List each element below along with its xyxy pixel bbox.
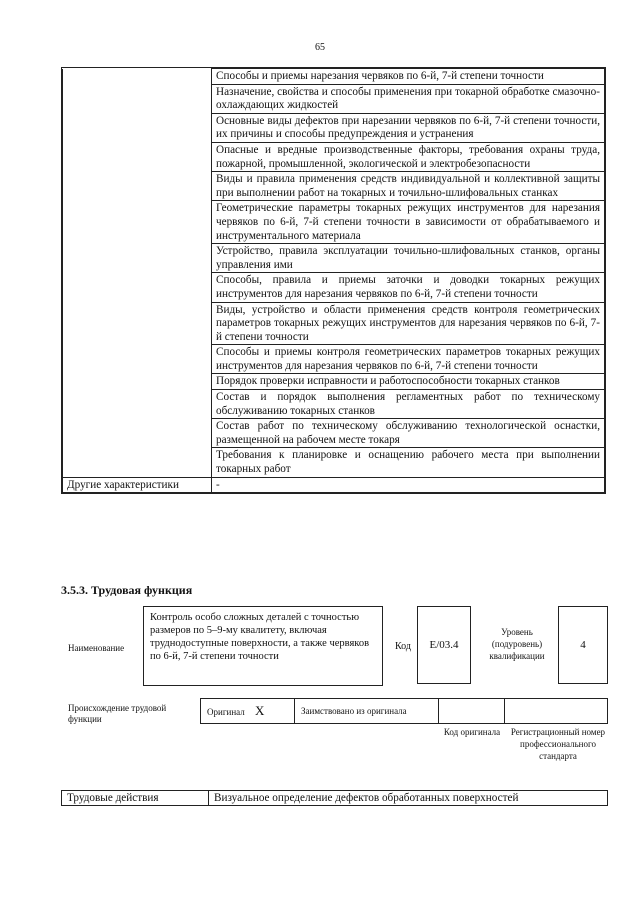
table-row bbox=[63, 448, 605, 477]
table-cell: Основные виды дефектов при нарезании червяков по 6-й, 7-й степени точности, их причины и способы предупреждения и устранения bbox=[212, 113, 605, 142]
table-cell: Виды, устройство и области применения средств контроля геометрических параметров токарных режущих инструментов для нарезания червяков по 6-й, 7-й степени точности bbox=[212, 302, 605, 345]
table-left-cell bbox=[63, 201, 212, 244]
table-cell: Виды и правила применения средств индивидуальной и коллективной защиты при выполнении работ на токарных и точильно-шлифовальных станках bbox=[212, 172, 605, 201]
reg-number-caption: Регистрационный номер профессионального стандарта bbox=[510, 727, 606, 761]
table-cell: Опасные и вредные производственные факторы, требования охраны труда, пожарной, промышленной, экологической и электробезопасности bbox=[212, 142, 605, 171]
actions-label: Трудовые действия bbox=[62, 791, 209, 805]
table-cell: Состав работ по техническому обслуживанию технологической оснастки, размещенной на рабочем месте токаря bbox=[212, 419, 605, 448]
table-cell: Геометрические параметры токарных режущих инструментов для нарезания червяков по 6-й, 7-й степени точности в зависимости от обрабатываемого и инструментального материала bbox=[212, 201, 605, 244]
actions-value: Визуальное определение дефектов обработанных поверхностей bbox=[214, 792, 519, 804]
original-cell bbox=[201, 699, 295, 723]
level-label: Уровень (подуровень) квалификации bbox=[489, 627, 545, 661]
table-left-cell bbox=[63, 172, 212, 201]
table-cell: Назначение, свойства и способы применения при токарной обработке смазочно-охлаждающих жидкостей bbox=[212, 84, 605, 113]
table-left-cell bbox=[63, 345, 212, 374]
table-row bbox=[63, 273, 605, 302]
table-cell: Способы, правила и приемы заточки и доводки токарных режущих инструментов для нарезания червяков по 6-й, 7-й степени точности bbox=[212, 273, 605, 302]
code-original-cell bbox=[439, 699, 505, 723]
other-value: - bbox=[212, 477, 605, 493]
origin-label: Происхождение трудовой функции bbox=[68, 703, 167, 724]
table-left-cell bbox=[63, 84, 212, 113]
table-row bbox=[63, 84, 605, 113]
table-left-cell bbox=[63, 448, 212, 477]
table-row bbox=[63, 113, 605, 142]
table-row bbox=[63, 201, 605, 244]
code-label: Код bbox=[395, 641, 411, 652]
table-cell: Порядок проверки исправности и работоспособности токарных станков bbox=[212, 374, 605, 390]
table-row bbox=[63, 244, 605, 273]
function-name-box: Контроль особо сложных деталей с точностью размеров по 5–9-му квалитету, включая труднодоступные поверхности, а также червяков по 6-й, 7-й степени точности bbox=[143, 606, 383, 686]
table-left-cell bbox=[63, 374, 212, 390]
table-cell: Устройство, правила эксплуатации точильно-шлифовальных станков, органы управления ими bbox=[212, 244, 605, 273]
table-left-cell bbox=[63, 302, 212, 345]
table-left-cell bbox=[63, 113, 212, 142]
other-row bbox=[63, 477, 605, 493]
table-row bbox=[63, 69, 605, 85]
table-row bbox=[63, 142, 605, 171]
table-row bbox=[63, 419, 605, 448]
table-left-cell bbox=[63, 390, 212, 419]
table-row bbox=[63, 302, 605, 345]
table-left-cell bbox=[63, 142, 212, 171]
code-original-caption: Код оригинала bbox=[443, 727, 501, 737]
reg-number-cell bbox=[505, 699, 607, 723]
table-row bbox=[63, 390, 605, 419]
level-box: 4 bbox=[558, 606, 608, 684]
table-left-cell bbox=[63, 244, 212, 273]
section-title: 3.5.3. Трудовая функция bbox=[61, 583, 193, 597]
table-cell: Способы и приемы нарезания червяков по 6-й, 7-й степени точности bbox=[212, 69, 605, 85]
table-left-cell bbox=[63, 419, 212, 448]
original-mark: X bbox=[254, 703, 265, 718]
other-label: Другие характеристики bbox=[63, 477, 212, 493]
original-label: Оригинал bbox=[207, 707, 245, 717]
function-code-box: E/03.4 bbox=[417, 606, 471, 684]
page-number: 65 bbox=[315, 42, 325, 53]
borrowed-cell: Заимствовано из оригинала bbox=[295, 699, 439, 723]
table-row bbox=[63, 172, 605, 201]
origin-row bbox=[200, 698, 608, 724]
table-row bbox=[63, 374, 605, 390]
table-left-cell bbox=[63, 69, 212, 85]
table-left-cell bbox=[63, 273, 212, 302]
name-label: Наименование bbox=[68, 643, 125, 653]
actions-row bbox=[61, 790, 608, 806]
table-row bbox=[63, 345, 605, 374]
table-cell: Состав и порядок выполнения регламентных работ по техническому обслуживанию токарных станков bbox=[212, 390, 605, 419]
table-cell: Способы и приемы контроля геометрических параметров токарных режущих инструментов для нарезания червяков по 6-й, 7-й степени точности bbox=[212, 345, 605, 374]
knowledge-table bbox=[61, 67, 606, 494]
table-cell: Требования к планировке и оснащению рабочего места при выполнении токарных работ bbox=[212, 448, 605, 477]
